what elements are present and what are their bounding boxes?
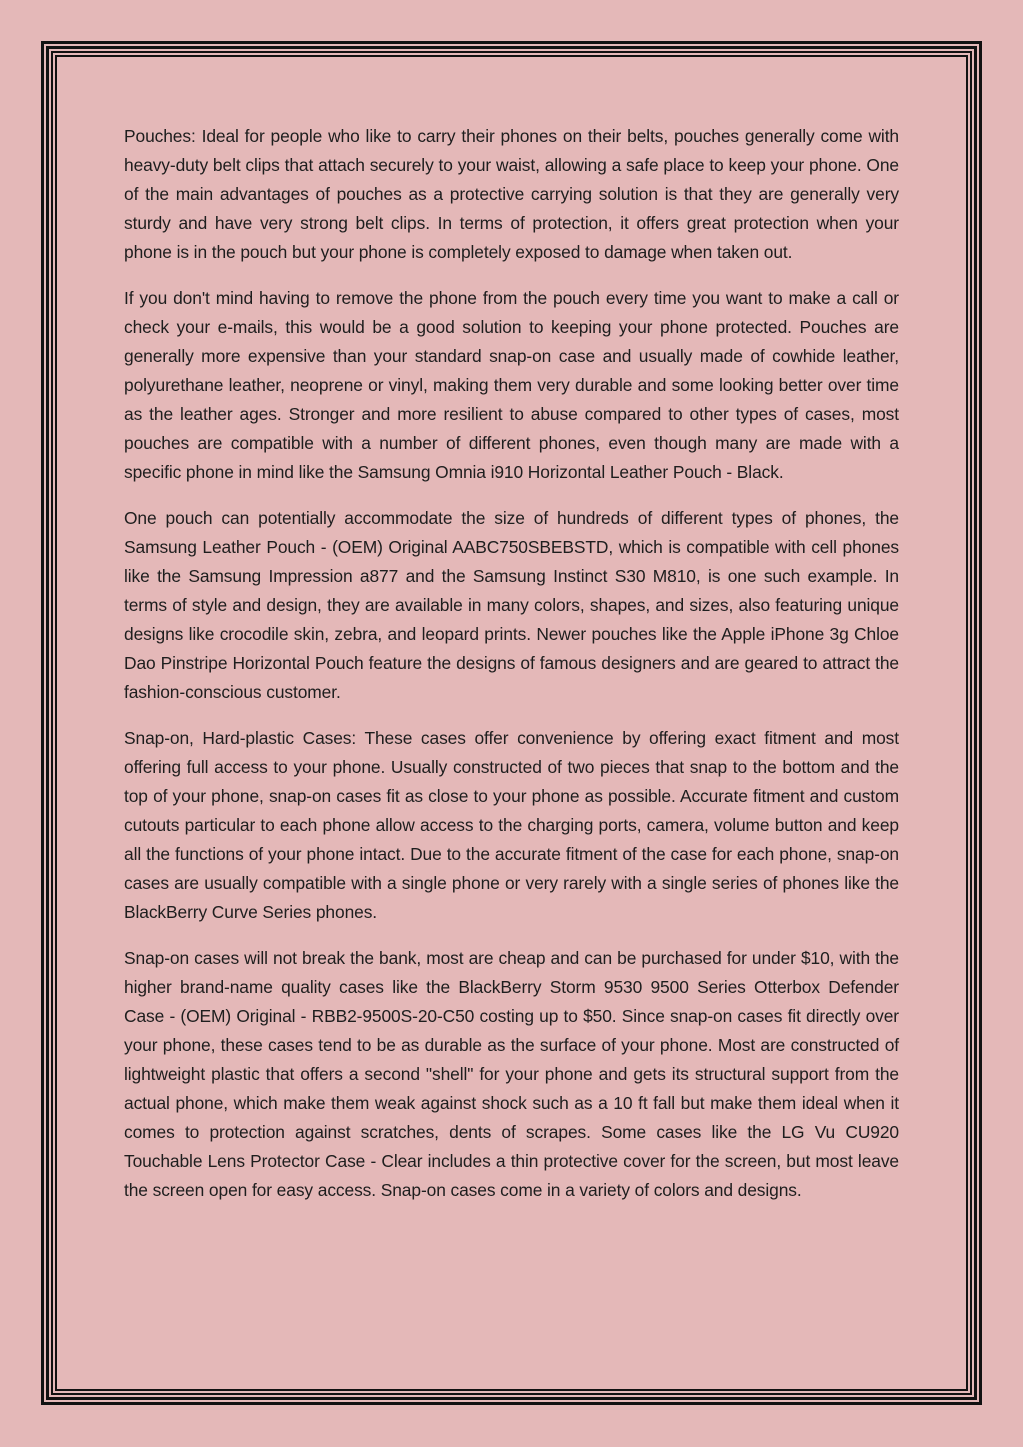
paragraph-snap-on-cases: Snap-on, Hard-plastic Cases: These cases offer convenience by offering exact fitment and most offering full access to your phone. Usually constructed of two pieces that snap to the bottom and the top of your phone, snap-on cases fit as close to your phone as possible. Accurate fitment and custom cutouts particular to each phone allow access to the charging ports, camera, volume button and keep all the functions of your phone intact. Due to the accurate fitment of the case for each phone, snap-on cases are usually compatible with a single phone or very rarely with a single series of phones like the BlackBerry Curve Series phones. xyxy=(124,728,899,922)
paragraph-pouch-removal: If you don't mind having to remove the phone from the pouch every time you want to make a call or check your e-mails, this would be a good solution to keeping your phone protected. Pouches are generally more expensive than your standard snap-on case and usually made of cowhide leather, polyurethane leather, neoprene or vinyl, making them very durable and some looking better over time as the leather ages. Stronger and more resilient to abuse compared to other types of cases, most pouches are compatible with a number of different phones, even though many are made with a specific phone in mind like the Samsung Omnia i910 Horizontal Leather Pouch - Black. xyxy=(124,288,899,482)
document-body xyxy=(124,122,899,1222)
paragraph-snap-on-pricing: Snap-on cases will not break the bank, most are cheap and can be purchased for under $10, with the higher brand-name quality cases like the BlackBerry Storm 9530 9500 Series Otterbox Defender Case - (OEM) Original - RBB2-9500S-20-C50 costing up to $50. Since snap-on cases fit directly over your phone, these cases tend to be as durable as the surface of your phone. Most are constructed of lightweight plastic that offers a second "shell" for your phone and gets its structural support from the actual phone, which make them weak against shock such as a 10 ft fall but make them ideal when it comes to protection against scratches, dents of scrapes. Some cases like the LG Vu CU920 Touchable Lens Protector Case - Clear includes a thin protective cover for the screen, but most leave the screen open for easy access. Snap-on cases come in a variety of colors and designs. xyxy=(124,948,899,1200)
paragraph-pouch-compatibility: One pouch can potentially accommodate the size of hundreds of different types of phones, the Samsung Leather Pouch - (OEM) Original AABC750SBEBSTD, which is compatible with cell phones like the Samsung Impression a877 and the Samsung Instinct S30 M810, is one such example. In terms of style and design, they are available in many colors, shapes, and sizes, also featuring unique designs like crocodile skin, zebra, and leopard prints. Newer pouches like the Apple iPhone 3g Chloe Dao Pinstripe Horizontal Pouch feature the designs of famous designers and are geared to attract the fashion-conscious customer. xyxy=(124,508,899,702)
paragraph-pouches: Pouches: Ideal for people who like to carry their phones on their belts, pouches generally come with heavy-duty belt clips that attach securely to your waist, allowing a safe place to keep your phone. One of the main advantages of pouches as a protective carrying solution is that they are generally very sturdy and have very strong belt clips. In terms of protection, it offers great protection when your phone is in the pouch but your phone is completely exposed to damage when taken out. xyxy=(124,126,899,262)
